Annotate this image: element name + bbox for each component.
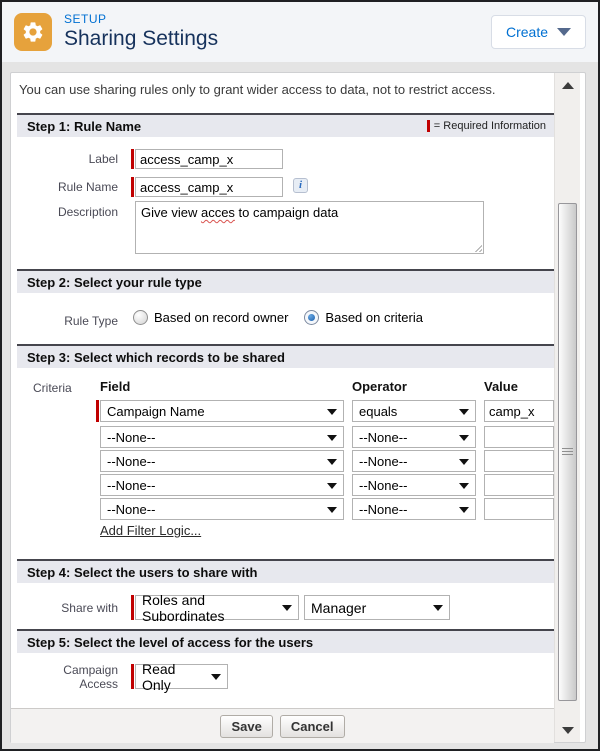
label-input[interactable]: [135, 149, 283, 169]
step5-header: [17, 629, 554, 653]
criteria-operator-value-2: --None--: [359, 429, 408, 445]
campaign-access-required-bar: [131, 664, 134, 689]
required-legend: [427, 120, 546, 132]
criteria-value-input-5[interactable]: [484, 498, 554, 520]
radio-label-record-owner: Based on record owner: [154, 310, 289, 325]
criteria-value-input-1[interactable]: [484, 400, 554, 422]
form-footer: [11, 708, 554, 743]
cancel-button[interactable]: Cancel: [280, 715, 345, 738]
save-button[interactable]: Save: [220, 715, 272, 738]
step4-header: [17, 559, 554, 583]
criteria-operator-value-1: equals: [359, 403, 398, 419]
step2-header: [17, 269, 554, 293]
rule-type-label: Rule Type: [64, 314, 118, 328]
column-header-operator: Operator: [352, 379, 407, 394]
criteria-operator-value-4: --None--: [359, 477, 408, 493]
criteria-value-input-3[interactable]: [484, 450, 554, 472]
radio-based-on-record-owner[interactable]: [133, 310, 148, 325]
setup-gear-icon: [14, 13, 52, 51]
dropdown-arrow-icon: [459, 483, 469, 489]
dropdown-arrow-icon: [459, 459, 469, 465]
criteria-operator-select-5[interactable]: [352, 498, 476, 520]
rule-name-required-bar: [131, 177, 134, 197]
step3-title: Step 3: Select which records to be shared: [27, 349, 285, 365]
dropdown-arrow-icon: [282, 605, 292, 611]
scrollbar-thumb[interactable]: [558, 203, 577, 701]
criteria-value-input-2[interactable]: [484, 426, 554, 448]
dropdown-arrow-icon: [327, 507, 337, 513]
share-with-value-value: Manager: [311, 599, 367, 616]
dropdown-arrow-icon: [433, 605, 443, 611]
sharing-rule-form-panel: [10, 72, 586, 743]
criteria-operator-select-4[interactable]: [352, 474, 476, 496]
criteria-field-select-3[interactable]: [100, 450, 344, 472]
dropdown-arrow-icon: [327, 409, 337, 415]
dropdown-arrow-icon: [327, 435, 337, 441]
column-header-field: Field: [100, 379, 131, 394]
sharing-rules-notice: You can use sharing rules only to grant wider access to data, not to restrict access.: [19, 82, 496, 97]
info-icon[interactable]: i: [293, 178, 308, 193]
step5-title: Step 5: Select the level of access for the users: [27, 634, 314, 650]
criteria-operator-select-2[interactable]: [352, 426, 476, 448]
criteria-field-select-1[interactable]: [100, 400, 344, 422]
setup-eyebrow: SETUP: [64, 12, 107, 26]
dropdown-arrow-icon: [327, 459, 337, 465]
required-legend-text: = Required Information: [433, 120, 546, 132]
criteria-operator-value-3: --None--: [359, 453, 408, 469]
rule-name-input[interactable]: [135, 177, 283, 197]
description-text-after: to campaign data: [234, 205, 339, 220]
description-misspelled-word: acces: [200, 205, 235, 220]
column-header-value: Value: [484, 379, 518, 394]
share-with-label: Share with: [61, 601, 118, 615]
description-text: Give view: [141, 205, 201, 220]
share-with-type-value: Roles and Subordinates: [142, 591, 225, 624]
criteria-field-value-2: --None--: [107, 429, 156, 445]
dropdown-arrow-icon: [459, 435, 469, 441]
criteria-row1-required-bar: [96, 400, 99, 422]
campaign-access-value: Read Only: [142, 660, 176, 693]
dropdown-arrow-icon: [327, 483, 337, 489]
criteria-field-value-3: --None--: [107, 453, 156, 469]
create-button-label: Create: [505, 24, 548, 40]
criteria-field-value-4: --None--: [107, 477, 156, 493]
description-textarea[interactable]: [135, 201, 484, 254]
criteria-field-select-5[interactable]: [100, 498, 344, 520]
campaign-access-label-line1: Campaign: [63, 663, 118, 677]
criteria-value-input-4[interactable]: [484, 474, 554, 496]
share-with-value-select[interactable]: [304, 595, 450, 620]
dropdown-arrow-icon: [211, 674, 221, 680]
header-titles: [64, 12, 491, 52]
step2-title: Step 2: Select your rule type: [27, 274, 202, 290]
vertical-scrollbar[interactable]: [554, 73, 580, 742]
radio-based-on-criteria[interactable]: [304, 310, 319, 325]
step3-header: [17, 344, 554, 368]
criteria-field-value-5: --None--: [107, 501, 156, 517]
required-bar-icon: [427, 120, 430, 132]
step1-title: Step 1: Rule Name: [27, 118, 142, 134]
step4-title: Step 4: Select the users to share with: [27, 564, 258, 580]
rule-type-radio-group: [133, 310, 433, 325]
add-filter-logic-link[interactable]: Add Filter Logic...: [100, 523, 202, 538]
scroll-up-arrow-icon: [562, 82, 574, 89]
criteria-field-value-1: Campaign Name: [107, 403, 205, 419]
description-field-label: Description: [57, 205, 118, 219]
criteria-label: Criteria: [33, 381, 72, 395]
label-required-bar: [131, 149, 134, 169]
campaign-access-select[interactable]: [135, 660, 228, 693]
resize-grip-icon[interactable]: [472, 242, 482, 252]
criteria-field-select-4[interactable]: [100, 474, 344, 496]
page-title: Sharing Settings: [64, 27, 219, 50]
scroll-up-button[interactable]: [555, 75, 581, 95]
dropdown-arrow-icon: [459, 507, 469, 513]
criteria-operator-value-5: --None--: [359, 501, 408, 517]
rule-name-field-label: Rule Name: [57, 180, 118, 194]
scroll-down-button[interactable]: [555, 720, 581, 740]
share-with-required-bar: [131, 595, 134, 620]
criteria-operator-select-3[interactable]: [352, 450, 476, 472]
radio-label-criteria: Based on criteria: [325, 310, 423, 325]
criteria-field-select-2[interactable]: [100, 426, 344, 448]
setup-header: [2, 2, 598, 62]
dropdown-arrow-icon: [459, 409, 469, 415]
step1-header: [17, 113, 554, 137]
criteria-operator-select-1[interactable]: [352, 400, 476, 422]
scroll-down-arrow-icon: [562, 727, 574, 734]
chevron-down-icon: [557, 28, 571, 36]
create-button[interactable]: [491, 15, 586, 49]
label-field-label: Label: [88, 152, 118, 166]
share-with-type-select[interactable]: [135, 591, 299, 624]
campaign-access-label-line2: Access: [79, 677, 118, 691]
